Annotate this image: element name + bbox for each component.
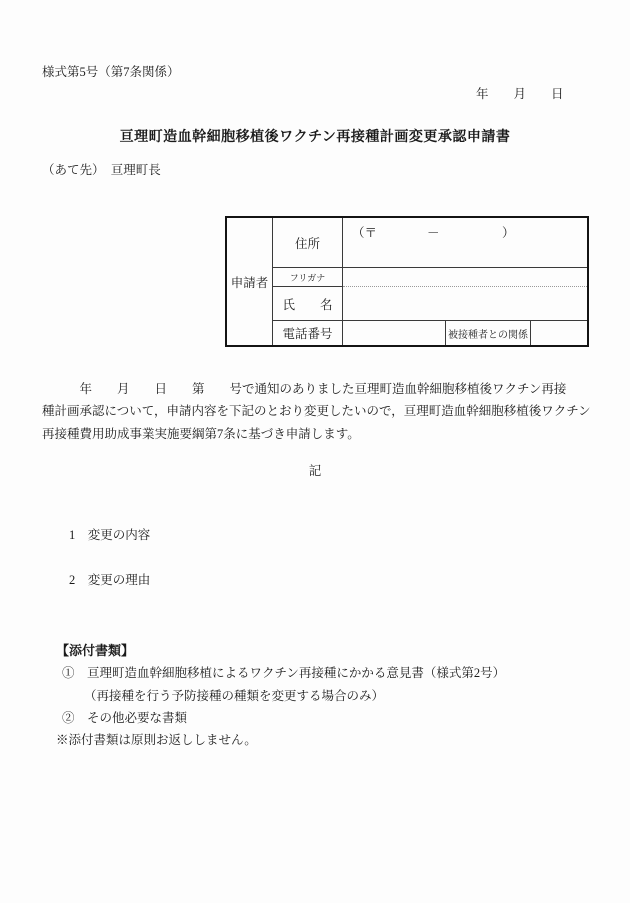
relation-value-cell — [531, 321, 587, 345]
form-number: 様式第5号（第7条関係） — [42, 65, 180, 79]
attachment-item-1-note: （再接種を行う予防接種の種類を変更する場合のみ） — [84, 689, 385, 703]
applicant-rowspan-label: 申請者 — [227, 218, 273, 345]
address-label-cell: 住所 — [273, 218, 343, 268]
attachments-return-note: ※添付書類は原則お返ししません。 — [56, 733, 257, 747]
furigana-value-cell — [343, 268, 587, 287]
page-title: 亘理町造血幹細胞移植後ワクチン再接種計画変更承認申請書 — [119, 128, 511, 144]
attachments-heading: 【添付書類】 — [56, 643, 135, 658]
addressee: （あて先） 亘理町長 — [42, 163, 161, 177]
phone-label-cell: 電話番号 — [273, 321, 343, 345]
paragraph-line: 年 月 日 第 号で通知のありました亘理町造血幹細胞移植後ワクチン再接 — [42, 382, 567, 396]
attachment-item-1: ① 亘理町造血幹細胞移植によるワクチン再接種にかかる意見書（様式第2号） — [62, 666, 506, 680]
item-change-reason: 2 変更の理由 — [69, 573, 151, 587]
date-line: 年 月 日 — [476, 87, 564, 101]
furigana-label-cell: フリガナ — [273, 268, 343, 287]
address-value-cell: （〒 － ） — [343, 218, 587, 268]
paragraph-line: 再接種費用助成事業実施要綱第7条に基づき申請します。 — [42, 427, 360, 441]
relation-label-cell: 被接種者との関係 — [446, 321, 531, 345]
applicant-table — [225, 216, 589, 347]
item-change-content: 1 変更の内容 — [69, 528, 151, 542]
name-label-cell: 氏 名 — [273, 287, 343, 321]
paragraph-line: 種計画承認について，申請内容を下記のとおり変更したいので，亘理町造血幹細胞移植後ワクチン — [42, 404, 591, 418]
phone-value-cell — [343, 321, 446, 345]
attachment-item-2: ② その他必要な書類 — [62, 711, 188, 725]
name-value-cell — [343, 287, 587, 321]
ki-marker: 記 — [308, 464, 322, 478]
